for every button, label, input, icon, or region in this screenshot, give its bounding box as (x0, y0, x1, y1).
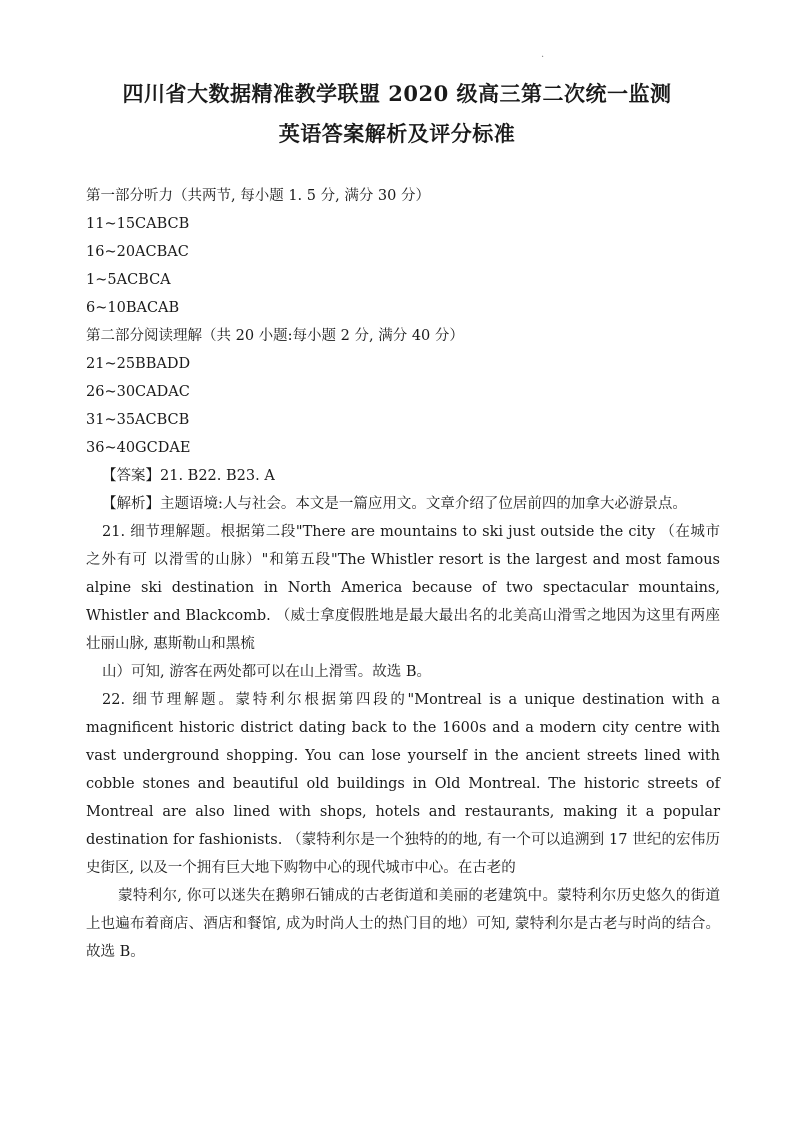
answer-row: 26~30CADAC (86, 384, 190, 400)
answer-key-line: 【答案】21. B22. B23. A (102, 468, 275, 484)
document-title: 四川省大数据精准教学联盟 2020 级高三第二次统一监测 (122, 81, 672, 106)
document-subtitle: 英语答案解析及评分标准 (278, 121, 516, 146)
question-22-continuation: 蒙特利尔, 你可以迷失在鹅卵石铺成的古老街道和美丽的老建筑中。蒙特利尔历史悠久的街道上也遍布着商店、酒店和餐馆, 成为时尚人士的热门目的地）可知, 蒙特利尔是古老与时尚的结合。故选 B。 (86, 888, 720, 960)
answer-row: 16~20ACBAC (86, 244, 189, 260)
analysis-paragraph: 【解析】主题语境:人与社会。本文是一篇应用文。文章介绍了位居前四的加拿大必游景点。 (102, 496, 687, 512)
scan-mark: · (541, 52, 545, 63)
answer-row: 1~5ACBCA (86, 272, 171, 288)
answer-row: 6~10BACAB (86, 300, 180, 316)
part1-heading: 第一部分听力（共两节, 每小题 1. 5 分, 满分 30 分） (86, 188, 430, 204)
part2-heading: 第二部分阅读理解（共 20 小题:每小题 2 分, 满分 40 分） (86, 328, 464, 344)
document-body (86, 182, 720, 966)
answer-row: 36~40GCDAE (86, 440, 191, 456)
answer-row: 11~15CABCB (86, 216, 190, 232)
answer-row: 21~25BBADD (86, 356, 191, 372)
question-21-explanation: 21. 细节理解题。根据第二段"There are mountains to ski just outside the city （在城市之外有可 以滑雪的山脉）"和第五段"The Whistler resort is the largest and most famous alpine ski destination in North America because of two spectacular mountains, Whistler and Blackcomb. （威士拿度假胜地是最大最出名的北美高山滑雪之地因为这里有两座壮丽山脉, 惠斯勒山和黑梳 (86, 524, 720, 652)
question-21-continuation: 山）可知, 游客在两处都可以在山上滑雪。故选 B。 (102, 664, 431, 680)
answer-row: 31~35ACBCB (86, 412, 190, 428)
question-22-explanation: 22. 细节理解题。蒙特利尔根据第四段的"Montreal is a unique destination with a magnificent historic district dating back to the 1600s and a modern city centre with vast underground shopping. You can lose yourself in the ancient streets lined with cobble stones and beautiful old buildings in Old Montreal. The historic streets of Montreal are also lined with shops, hotels and restaurants, making it a popular destination for fashionists. （蒙特利尔是一个独特的的地, 有一个可以追溯到 17 世纪的宏伟历史街区, 以及一个拥有巨大地下购物中心的现代城市中心。在古老的 (86, 692, 720, 876)
